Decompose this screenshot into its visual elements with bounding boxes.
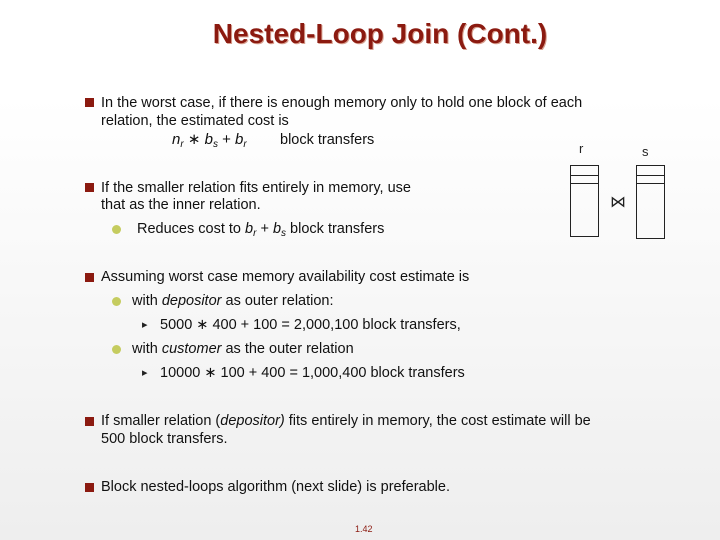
formula-b2: b (235, 131, 244, 148)
relation-s-box (636, 165, 665, 239)
relation-s-label: s (642, 144, 649, 159)
bullet-2-line-2: that as the inner relation. (101, 197, 261, 213)
relation-r-divider (570, 183, 598, 184)
item-1-italic: depositor (161, 293, 222, 309)
bullet-marker (85, 417, 94, 426)
sub-b1: b (245, 221, 254, 237)
sub-b2: b (272, 221, 282, 237)
bullet-3-item-2-calc: 10000 ∗ 100 + 400 = 1,000,400 block transfers (160, 365, 465, 381)
sub-b2-sub: s (281, 228, 287, 239)
arrow-bullet-icon: ▸ (142, 319, 148, 331)
relation-r-divider (570, 175, 598, 176)
bullet-marker (85, 273, 94, 282)
join-icon: ⋈ (610, 194, 626, 211)
formula-b1: b (204, 131, 213, 148)
bullet-4-line-2: 500 block transfers. (101, 431, 228, 447)
formula-b2-sub: r (243, 139, 247, 150)
formula-n-sub: r (180, 139, 184, 150)
sub-b1-sub: r (253, 228, 257, 239)
sub-plus: + (256, 221, 273, 237)
bullet-3-line-1: Assuming worst case memory availability cost estimate is (101, 269, 470, 285)
slide-title: Nested-Loop Join (Cont.) (212, 18, 548, 49)
bullet-marker (85, 183, 94, 192)
formula-star: ∗ (183, 131, 205, 148)
item-2-italic: customer (161, 341, 222, 357)
bullet-1-line-1: In the worst case, if there is enough memory only to hold one block of each (101, 95, 583, 111)
item-2-pre: with (132, 341, 162, 357)
bullet-2-line-1: If the smaller relation fits entirely in memory, use (101, 180, 411, 196)
item-1-pre: with (132, 293, 162, 309)
bullet-5-line-1: Block nested-loops algorithm (next slide) is preferable. (101, 479, 450, 495)
arrow-bullet-icon: ▸ (142, 367, 148, 379)
bullet-3-item-2 (132, 340, 354, 358)
bullet-marker (85, 98, 94, 107)
b4-italic: depositor) (220, 413, 285, 429)
bullet-4-line-1 (101, 412, 591, 430)
bullet-2-subitem (137, 220, 384, 243)
formula-plus: + (217, 131, 236, 148)
b4-pre: If smaller relation ( (101, 413, 221, 429)
bullet-3-item-1 (132, 292, 334, 310)
item-1-post: as outer relation: (221, 293, 334, 309)
relation-s-divider (636, 183, 664, 184)
formula-b1-sub: s (212, 139, 218, 150)
relation-s-divider (636, 175, 664, 176)
sub-tail: block transfers (286, 221, 385, 237)
sub-bullet-marker (112, 345, 121, 354)
formula-tail: block transfers (280, 132, 375, 148)
sub-bullet-marker (112, 297, 121, 306)
item-2-post: as the outer relation (221, 341, 354, 357)
relation-r-label: r (579, 141, 584, 156)
page-number: 1.42 (355, 524, 373, 534)
bullet-3-item-1-calc: 5000 ∗ 400 + 100 = 2,000,100 block transfers, (160, 317, 461, 333)
formula-n: n (172, 131, 181, 148)
cost-formula (172, 131, 247, 154)
sub-bullet-marker (112, 225, 121, 234)
bullet-1-line-2: relation, the estimated cost is (101, 113, 289, 129)
bullet-marker (85, 483, 94, 492)
b4-post: fits entirely in memory, the cost estimate will be (284, 413, 591, 429)
sub-pre: Reduces cost to (137, 221, 245, 237)
